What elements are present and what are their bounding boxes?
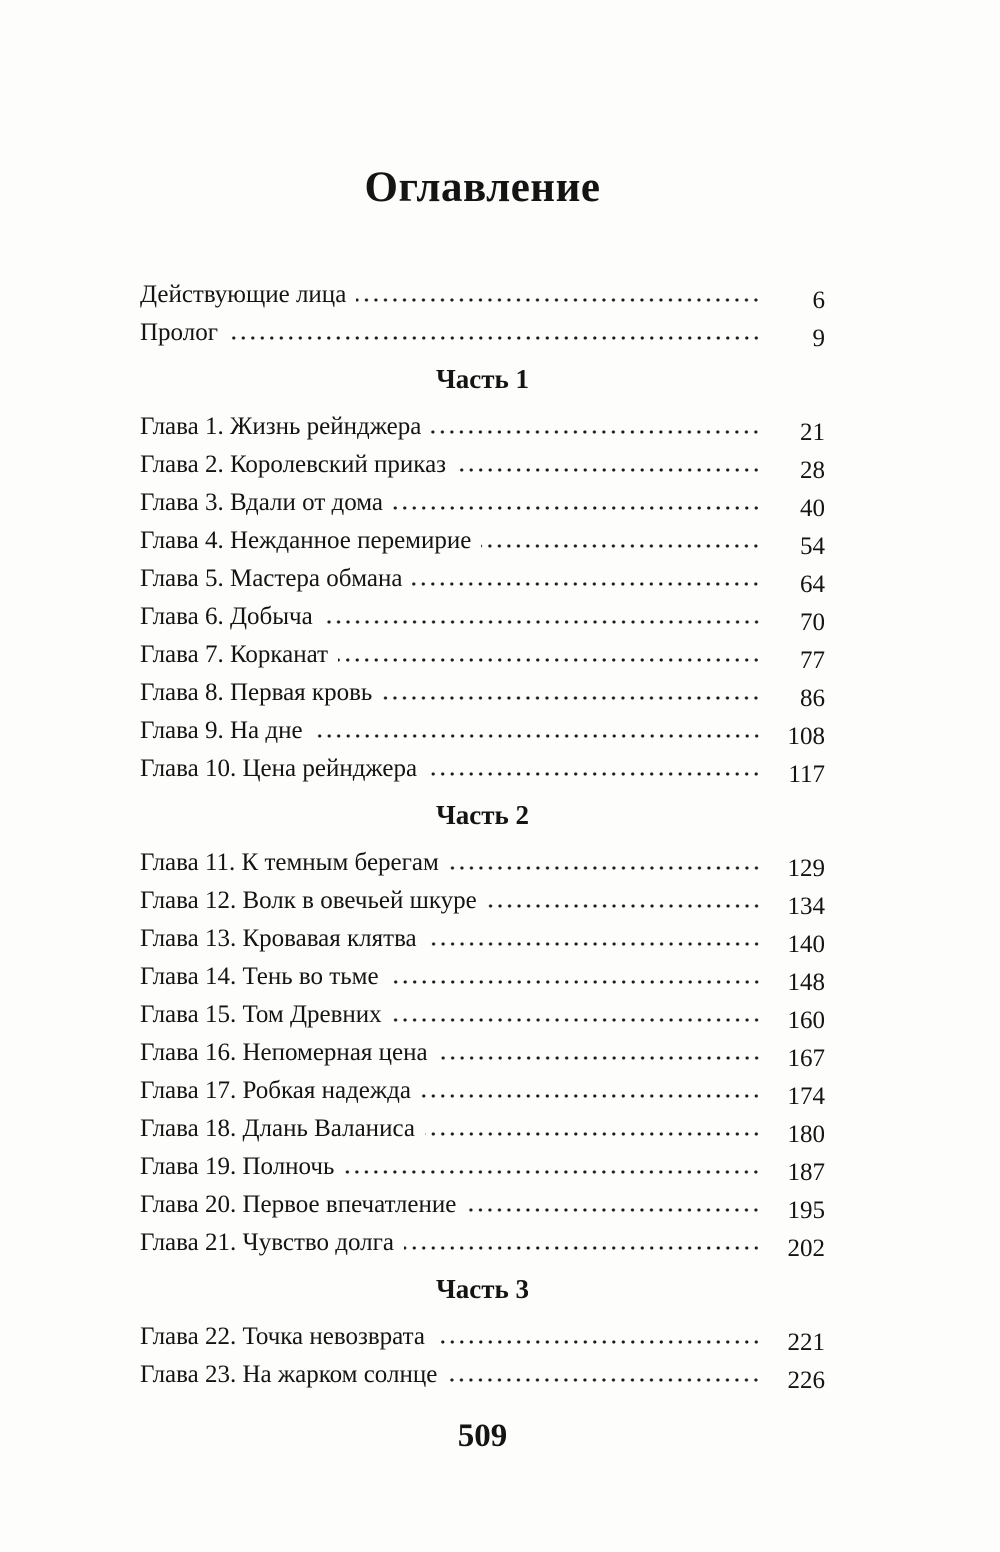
- toc-entry-title: Глава 4. Нежданное перемирие: [140, 527, 472, 554]
- toc-entry-page-number: 160: [787, 1007, 825, 1034]
- dot-leader: [481, 544, 761, 548]
- dot-leader: [389, 980, 761, 984]
- toc-entry: [140, 636, 825, 674]
- part-heading: Часть 1: [435, 364, 530, 394]
- toc-entry: [140, 1356, 825, 1394]
- dot-leader: [449, 866, 761, 870]
- toc-entry-page-number: 77: [800, 647, 825, 674]
- toc-entry-title: Глава 17. Робкая надежда: [140, 1077, 411, 1104]
- toc-entry: [140, 996, 825, 1034]
- toc-entry-title: Глава 13. Кровавая клятва: [140, 925, 417, 952]
- toc-entry: [140, 1186, 825, 1224]
- toc-entry: [140, 1110, 825, 1148]
- dot-leader: [393, 506, 761, 510]
- toc-entry: [140, 560, 825, 598]
- toc-entry-title: Глава 23. На жарком солнце: [140, 1361, 438, 1388]
- toc-entry-title: Глава 2. Королевский приказ: [140, 451, 447, 478]
- toc-entry: [140, 1224, 825, 1262]
- dot-leader: [356, 298, 761, 302]
- toc-entry: [140, 920, 825, 958]
- toc-entry-title: Глава 3. Вдали от дома: [140, 489, 383, 516]
- toc-entry-title: Глава 15. Том Древних: [140, 1001, 382, 1028]
- toc-entry: [140, 314, 825, 352]
- toc-entry-title: Глава 7. Корканат: [140, 641, 329, 668]
- toc-entry-page-number: 117: [788, 761, 825, 788]
- dot-leader: [466, 1208, 761, 1212]
- toc-entry-title: Глава 21. Чувство долга: [140, 1229, 394, 1256]
- toc-entry-title: Глава 18. Длань Валаниса: [140, 1115, 415, 1142]
- dot-leader: [404, 1246, 761, 1250]
- toc-entry: [140, 1318, 825, 1356]
- toc-entry-page-number: 202: [787, 1235, 825, 1262]
- toc-entry-page-number: 86: [800, 685, 825, 712]
- toc-entry-page-number: 28: [800, 457, 825, 484]
- toc-entry-page-number: 9: [812, 325, 825, 352]
- toc-entry-title: Глава 14. Тень во тьме: [140, 963, 379, 990]
- toc-entry: [140, 408, 825, 446]
- dot-leader: [344, 1170, 761, 1174]
- toc-entry-title: Глава 20. Первое впечатление: [140, 1191, 457, 1218]
- dot-leader: [412, 582, 761, 586]
- toc-entry-page-number: 167: [787, 1045, 825, 1072]
- dot-leader: [228, 336, 761, 340]
- toc-entry: [140, 712, 825, 750]
- toc-entry-page-number: 187: [787, 1159, 825, 1186]
- dot-leader: [421, 1094, 761, 1098]
- dot-leader: [392, 1018, 761, 1022]
- toc-entry: [140, 750, 825, 788]
- toc-entry-page-number: 180: [787, 1121, 825, 1148]
- page-number: 509: [457, 1418, 508, 1454]
- toc-entry: [140, 522, 825, 560]
- part-heading: Часть 3: [435, 1274, 530, 1304]
- dot-leader: [487, 904, 761, 908]
- toc-entry: [140, 598, 825, 636]
- toc-entry: [140, 958, 825, 996]
- toc-entry-page-number: 174: [787, 1083, 825, 1110]
- toc-entry-title: Глава 8. Первая кровь: [140, 679, 373, 706]
- toc-entry-title: Действующие лица: [140, 281, 347, 308]
- toc-entry-page-number: 64: [800, 571, 825, 598]
- toc-entry-title: Глава 9. На дне: [140, 717, 303, 744]
- toc-entry-title: Глава 11. К темным берегам: [140, 849, 439, 876]
- toc-entry-page-number: 108: [787, 723, 825, 750]
- page-title: Оглавление: [364, 164, 601, 211]
- toc-entry: [140, 1034, 825, 1072]
- dot-leader: [338, 658, 761, 662]
- toc-entry-page-number: 195: [787, 1197, 825, 1224]
- toc-entry: [140, 276, 825, 314]
- dot-leader: [427, 772, 761, 776]
- toc-entry-page-number: 134: [787, 893, 825, 920]
- dot-leader: [456, 468, 761, 472]
- toc-entry-page-number: 129: [787, 855, 825, 882]
- dot-leader: [425, 1132, 761, 1136]
- toc-entry-title: Глава 6. Добыча: [140, 603, 313, 630]
- toc-entry-title: Глава 22. Точка невозврата: [140, 1323, 425, 1350]
- dot-leader: [438, 1056, 761, 1060]
- part-heading: Часть 2: [435, 800, 530, 830]
- dot-leader: [313, 734, 761, 738]
- toc-entry: [140, 446, 825, 484]
- toc-entry: [140, 1148, 825, 1186]
- toc-entry-page-number: 6: [812, 287, 825, 314]
- toc-entry: [140, 484, 825, 522]
- toc-entry-title: Глава 1. Жизнь рейнджера: [140, 413, 422, 440]
- toc-entry-page-number: 70: [800, 609, 825, 636]
- toc-list: [140, 276, 825, 1394]
- toc-entry-page-number: 54: [800, 533, 825, 560]
- dot-leader: [435, 1340, 761, 1344]
- toc-entry-page-number: 40: [800, 495, 825, 522]
- toc-entry-page-number: 21: [800, 419, 825, 446]
- toc-entry-page-number: 148: [787, 969, 825, 996]
- toc-entry-page-number: 226: [787, 1367, 825, 1394]
- toc-entry-page-number: 221: [787, 1329, 825, 1356]
- toc-entry-title: Пролог: [140, 319, 218, 346]
- toc-entry: [140, 844, 825, 882]
- toc-entry-title: Глава 10. Цена рейнджера: [140, 755, 418, 782]
- toc-entry: [140, 674, 825, 712]
- dot-leader: [427, 942, 761, 946]
- dot-leader: [431, 430, 761, 434]
- dot-leader: [447, 1378, 761, 1382]
- dot-leader: [382, 696, 761, 700]
- toc-entry: [140, 882, 825, 920]
- toc-entry-title: Глава 5. Мастера обмана: [140, 565, 403, 592]
- dot-leader: [323, 620, 761, 624]
- toc-entry-title: Глава 12. Волк в овечьей шкуре: [140, 887, 477, 914]
- toc-entry-title: Глава 19. Полночь: [140, 1153, 335, 1180]
- toc-entry-title: Глава 16. Непомерная цена: [140, 1039, 428, 1066]
- toc-entry-page-number: 140: [787, 931, 825, 958]
- toc-entry: [140, 1072, 825, 1110]
